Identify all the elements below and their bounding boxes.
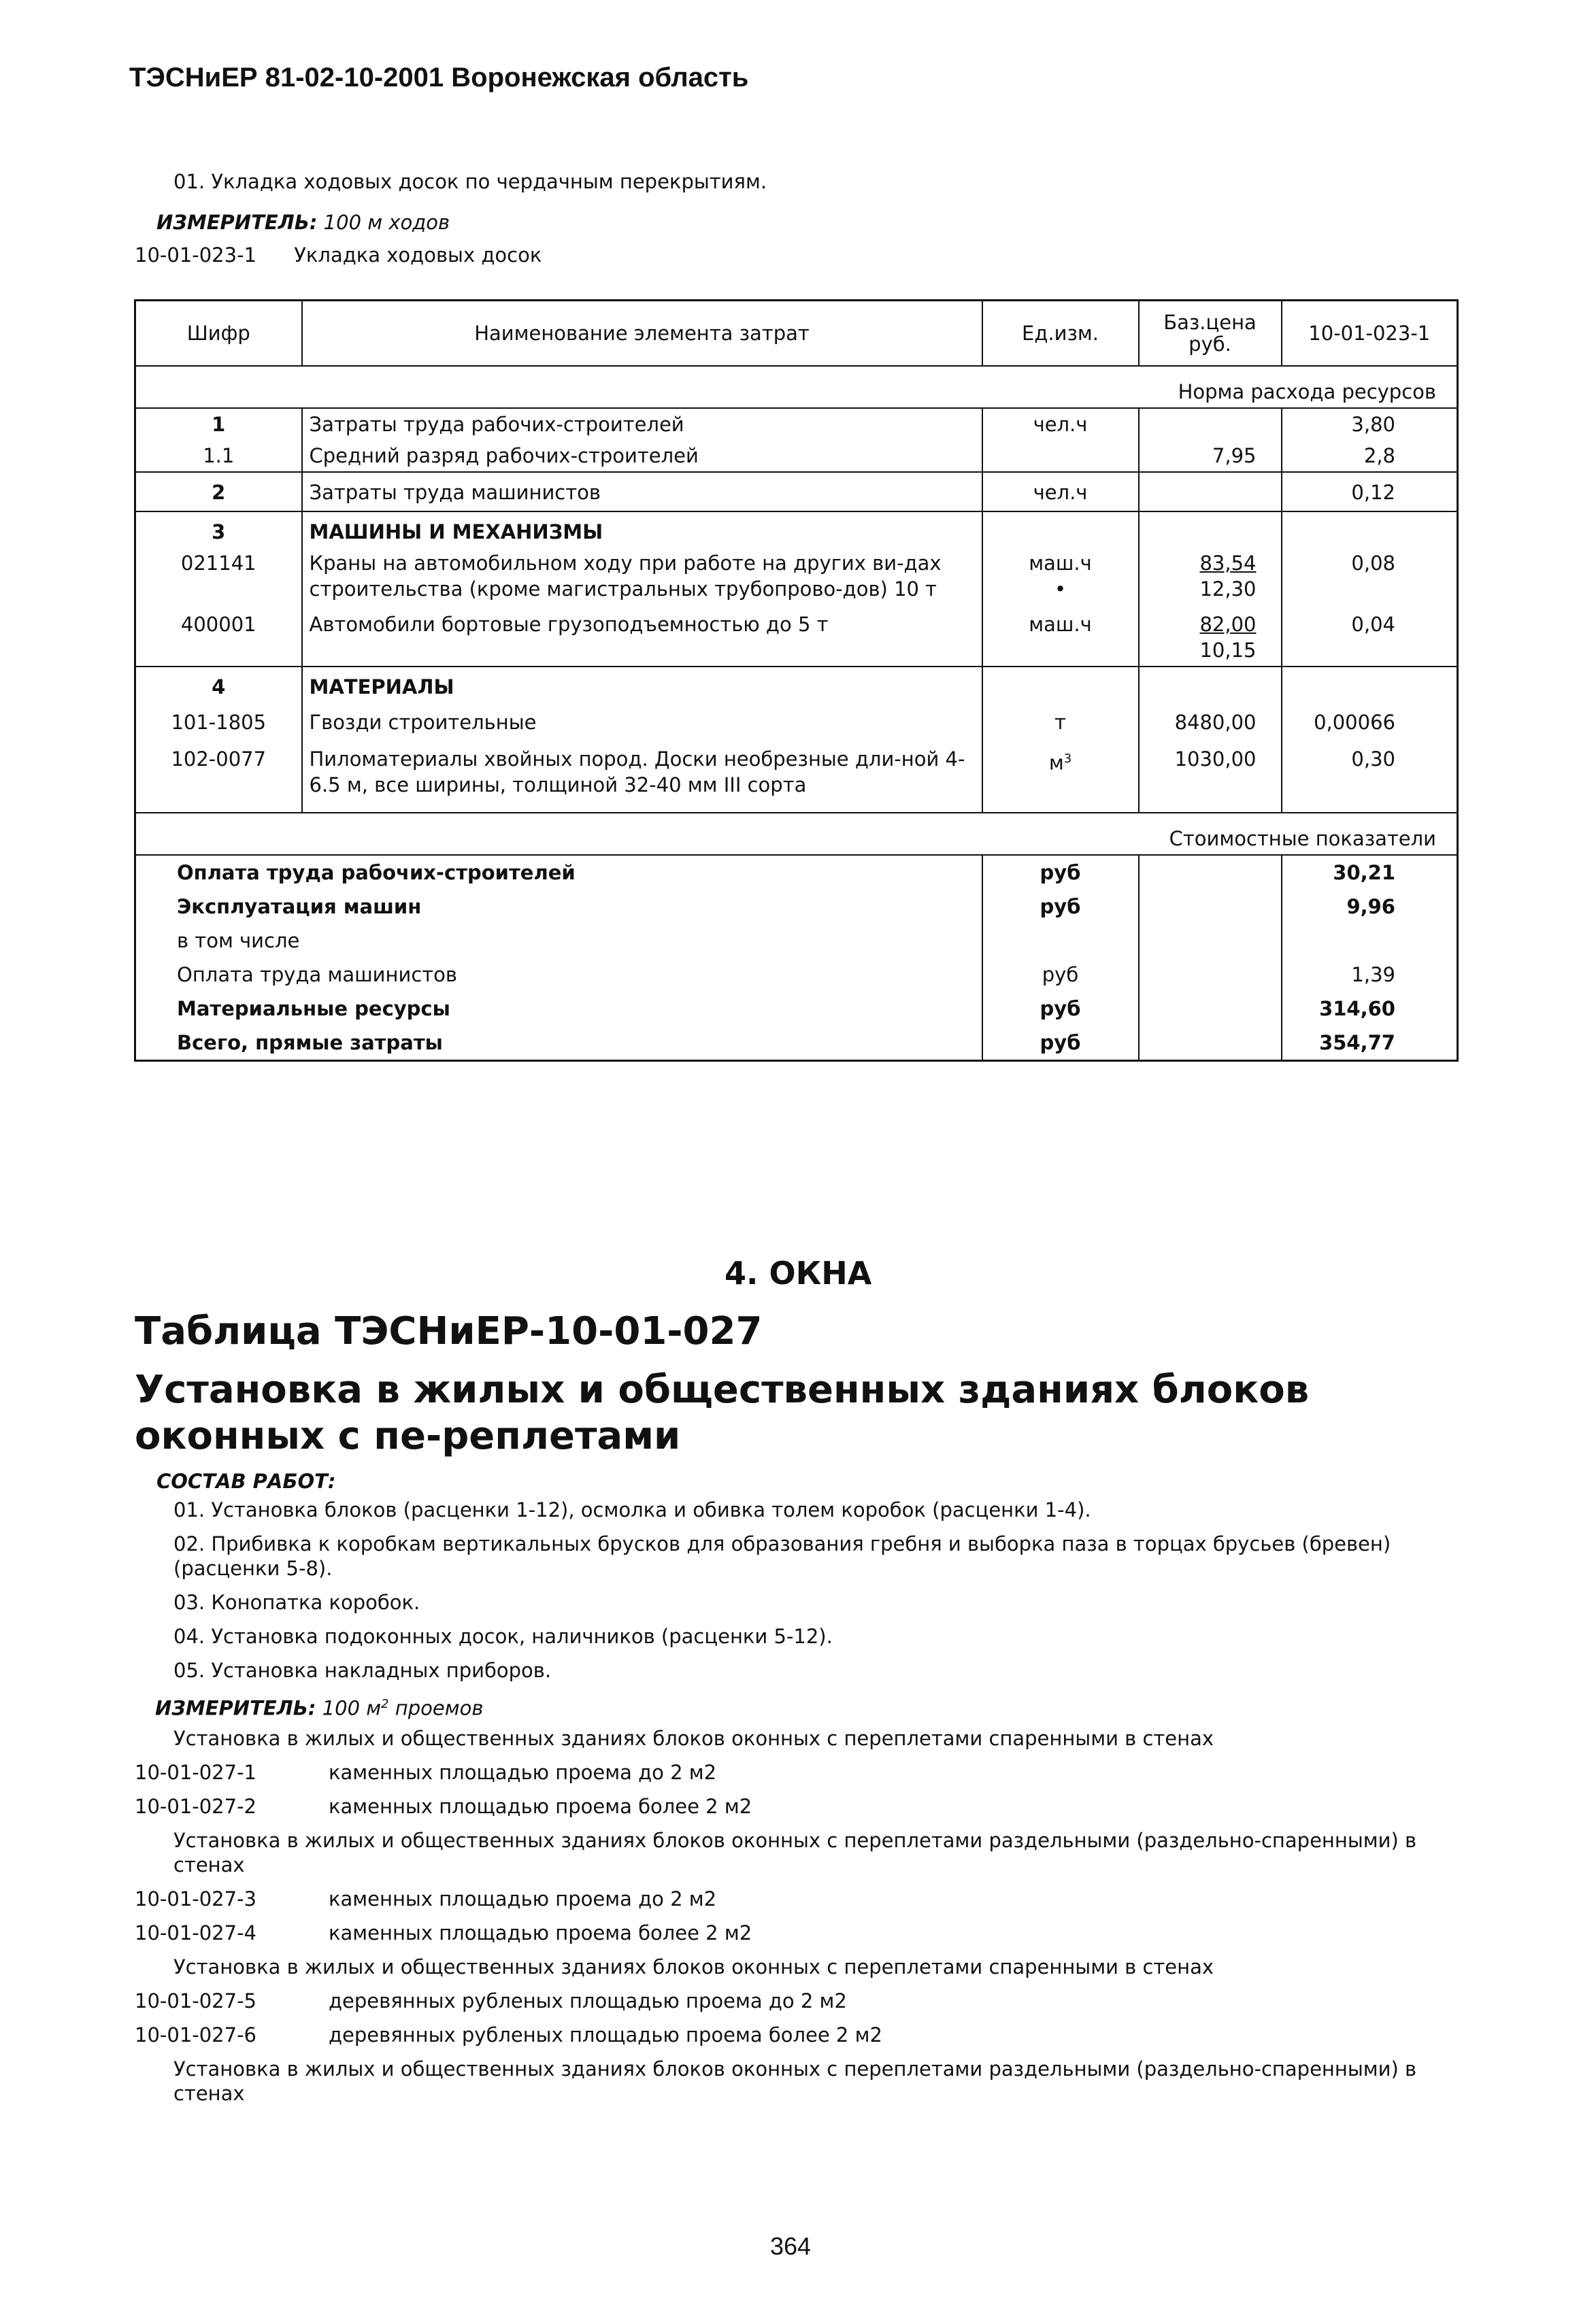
total-unit: руб (982, 958, 1139, 992)
work-composition (135, 1469, 1468, 2115)
total-row (135, 855, 1458, 890)
header-unit: Ед.изм. (982, 301, 1139, 366)
row-price: 1030,00 (1139, 738, 1282, 813)
total-value: 314,60 (1282, 992, 1458, 1026)
row-rate: 0,30 (1282, 738, 1458, 813)
row-price (1139, 472, 1282, 511)
header-name: Наименование элемента затрат (302, 301, 982, 366)
step-item: 03. Конопатка коробок. (173, 1591, 420, 1614)
total-unit: руб (982, 992, 1139, 1026)
group-heading: Установка в жилых и общественных зданиях блоков оконных с переплетами раздельными (раздельно-спаренными) в стенах (173, 1828, 1417, 1876)
meter-line-2 (135, 1692, 1468, 1721)
cost-label-row (135, 813, 1458, 855)
row-rate: 0,00066 (1282, 703, 1458, 738)
row-unit-text: маш.ч (1029, 551, 1092, 575)
group-heading: Установка в жилых и общественных зданиях блоков оконных с переплетами раздельными (раздельно-спаренными) в стенах (173, 2057, 1417, 2105)
cost-label: Стоимостные показатели (1139, 813, 1458, 855)
total-value: 354,77 (1282, 1026, 1458, 1061)
meter-tail: проемов (395, 1696, 484, 1720)
row-unit-text: м (1048, 751, 1064, 775)
row-code: 400001 (180, 612, 256, 636)
total-name: Оплата труда рабочих-строителей (177, 860, 576, 884)
row-unit (982, 548, 1139, 605)
total-unit: руб (982, 890, 1139, 924)
total-unit: руб (982, 855, 1139, 890)
header-code: Шифр (135, 301, 302, 366)
row-name: Пиломатериалы хвойных пород. Доски необрезные дли-ной 4-6.5 м, все ширины, толщиной 32-40 мм III сорта (302, 738, 982, 813)
row-code: 3 (212, 520, 226, 543)
row-price-labor: 10,15 (1199, 638, 1257, 662)
page-number: 364 (770, 2232, 812, 2260)
total-row (135, 958, 1458, 992)
header-rate: 10-01-023-1 (1282, 301, 1458, 366)
row-price (1139, 408, 1282, 440)
total-name: в том числе (177, 928, 300, 952)
rate-code: 10-01-027-1 (135, 1760, 256, 1784)
row-unit: чел.ч (982, 408, 1139, 440)
meter-sup: 2 (381, 1697, 389, 1711)
meter-label-2: ИЗМЕРИТЕЛЬ: (155, 1696, 316, 1720)
table-row (135, 605, 1458, 667)
total-row (135, 992, 1458, 1026)
row-price-main: 82,00 (1199, 612, 1257, 636)
group-heading: Установка в жилых и общественных зданиях блоков оконных с переплетами спаренными в стенах (173, 1955, 1214, 1978)
rate-name: каменных площадью проема до 2 м2 (329, 1760, 717, 1784)
row-name: Гвозди строительные (302, 703, 982, 738)
rate-name: деревянных рубленых площадью проема более 2 м2 (329, 2023, 882, 2047)
rate-name: каменных площадью проема более 2 м2 (329, 1794, 752, 1818)
total-name: Оплата труда машинистов (177, 962, 457, 986)
row-unit (982, 738, 1139, 813)
row-section-heading: МАТЕРИАЛЫ (302, 667, 982, 703)
row-code: 021141 (180, 551, 256, 575)
row-code: 102-0077 (171, 747, 267, 771)
row-name: Затраты труда рабочих-строителей (302, 408, 982, 440)
work-code: 10-01-023-1 (135, 243, 256, 267)
total-unit: руб (982, 1026, 1139, 1061)
meter-line (156, 209, 450, 235)
rate-code: 10-01-027-5 (135, 1989, 256, 2013)
row-name: Краны на автомобильном ходу при работе на других ви-дах строительства (кроме магистральных трубопрово-дов) 10 т (302, 548, 982, 605)
table-row (135, 703, 1458, 738)
step-item: 04. Установка подоконных досок, наличников (расценки 5-12). (173, 1625, 833, 1648)
composition-label: СОСТАВ РАБОТ: (156, 1470, 336, 1493)
total-name: Всего, прямые затраты (177, 1030, 443, 1054)
row-rate: 2,8 (1282, 440, 1458, 472)
row-section-heading: МАШИНЫ И МЕХАНИЗМЫ (302, 511, 982, 548)
row-price: 8480,00 (1139, 703, 1282, 738)
rate-name: деревянных рубленых площадью проема до 2 м2 (329, 1989, 847, 2013)
rate-code: 10-01-027-2 (135, 1794, 256, 1818)
row-name: Автомобили бортовые грузоподъемностью до 5 т (302, 605, 982, 667)
row-unit-mark: • (1054, 577, 1067, 601)
cost-table (134, 299, 1459, 1062)
step-item: 05. Установка накладных приборов. (173, 1659, 552, 1682)
row-code: 4 (212, 675, 226, 698)
table-row (135, 667, 1458, 703)
section-title: Установка в жилых и общественных зданиях блоков оконных с пе-реплетами (135, 1368, 1310, 1458)
row-code: 101-1805 (171, 710, 267, 734)
table-row (135, 472, 1458, 511)
rate-item (135, 1989, 1468, 2013)
table-row (135, 738, 1458, 813)
meter-value: 100 м ходов (323, 211, 450, 234)
total-row (135, 890, 1458, 924)
header-price-line2: руб. (1189, 332, 1231, 356)
table-row (135, 548, 1458, 605)
row-name: Средний разряд рабочих-строителей (302, 440, 982, 472)
row-price-main: 83,54 (1199, 551, 1257, 575)
total-row (135, 1026, 1458, 1061)
row-code: 1.1 (203, 443, 235, 467)
rate-item (135, 1921, 1468, 1945)
total-value: 1,39 (1282, 958, 1458, 992)
rate-item (135, 1760, 1468, 1785)
table-row (135, 511, 1458, 548)
rate-item (135, 1794, 1468, 1819)
row-unit: чел.ч (982, 472, 1139, 511)
work-step: 01. Укладка ходовых досок по чердачным перекрытиям. (173, 170, 767, 193)
total-name: Эксплуатация машин (177, 894, 422, 918)
total-value: 30,21 (1282, 855, 1458, 890)
row-rate: 3,80 (1282, 408, 1458, 440)
row-rate: 0,12 (1282, 472, 1458, 511)
rate-item (135, 2023, 1468, 2047)
header-price-line1: Баз.цена (1163, 310, 1257, 334)
rate-name: каменных площадью проема более 2 м2 (329, 1921, 752, 1944)
total-row (135, 924, 1458, 958)
table-row (135, 408, 1458, 440)
step-item: 02. Прибивка к коробкам вертикальных брусков для образования гребня и выборка паза в торцах брусьев (бревен) (расценки 5-8). (173, 1532, 1391, 1580)
rate-code: 10-01-027-3 (135, 1887, 256, 1910)
table-title: Таблица ТЭСНиЕР-10-01-027 (135, 1309, 763, 1353)
section-number-title: 4. ОКНА (725, 1255, 872, 1292)
row-name: Затраты труда машинистов (302, 472, 982, 511)
row-price (1139, 605, 1282, 667)
rate-code: 10-01-027-6 (135, 2023, 256, 2047)
row-price: 7,95 (1139, 440, 1282, 472)
rate-item (135, 1887, 1468, 1911)
norm-label-row (135, 366, 1458, 408)
total-value: 9,96 (1282, 890, 1458, 924)
rate-name: каменных площадью проема до 2 м2 (329, 1887, 717, 1910)
row-code: 1 (212, 412, 226, 436)
table-header-row (135, 301, 1458, 366)
row-unit-sup: 3 (1063, 751, 1072, 766)
row-unit: т (982, 703, 1139, 738)
row-code: 2 (212, 480, 226, 504)
group-heading: Установка в жилых и общественных зданиях блоков оконных с переплетами спаренными в стенах (173, 1726, 1214, 1750)
row-price (1139, 548, 1282, 605)
rate-code: 10-01-027-4 (135, 1921, 256, 1944)
work-name: Укладка ходовых досок (294, 243, 542, 267)
row-unit: маш.ч (982, 605, 1139, 667)
step-item: 01. Установка блоков (расценки 1-12), осмолка и обивка толем коробок (расценки 1-4). (173, 1498, 1091, 1521)
meter-label: ИЗМЕРИТЕЛЬ: (156, 211, 318, 234)
document-header: ТЭСНиЕР 81-02-10-2001 Воронежская область (129, 63, 749, 92)
work-code-line (135, 242, 542, 268)
row-rate: 0,04 (1282, 605, 1458, 667)
total-name: Материальные ресурсы (177, 996, 450, 1020)
header-price (1139, 301, 1282, 366)
table-row (135, 440, 1458, 472)
meter-value-2: 100 м (322, 1696, 382, 1720)
row-price-labor: 12,30 (1199, 577, 1257, 601)
norm-label: Норма расхода ресурсов (1139, 366, 1458, 408)
row-unit (982, 440, 1139, 472)
row-rate: 0,08 (1282, 548, 1458, 605)
